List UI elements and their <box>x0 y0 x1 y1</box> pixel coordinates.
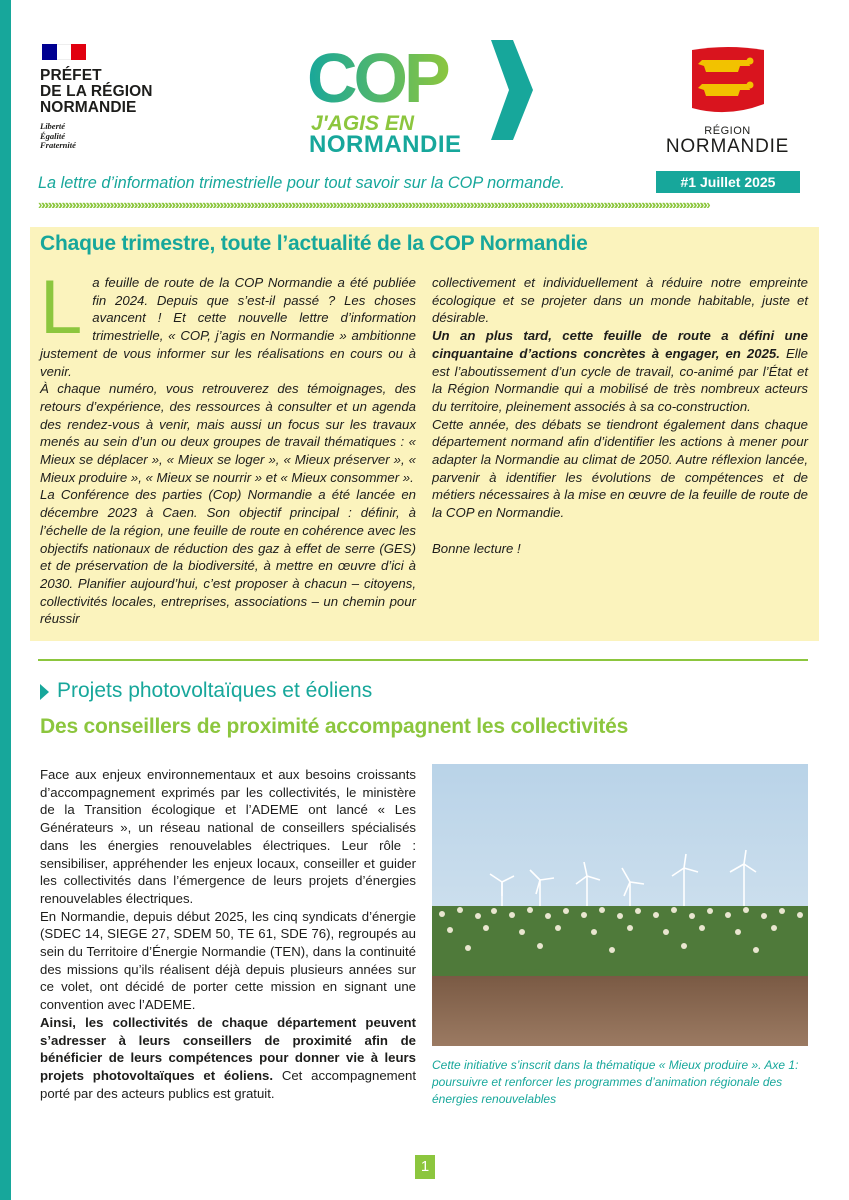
cop-line1: J'AGIS EN <box>311 112 415 135</box>
triangle-bullet-icon <box>40 684 49 700</box>
edito-highlight: Un an plus tard, cette feuille de route a défini une cinquantaine d’actions concrètes à engager, en 2025. <box>432 328 808 361</box>
edito-paragraph-continued: collectivement et individuellement à réduire notre empreinte écologique et se projeter dans un monde habitable, juste et désirable. <box>432 275 808 326</box>
republic-motto: Liberté Égalité Fraternité <box>40 121 76 150</box>
edito-paragraph: a feuille de route de la COP Normandie a été publiée fin 2024. Depuis que s’est-il passé ? Les choses avancent ! Et cette nouvelle lettre d’information trimestrielle, « COP, j’agis en Normandie » ambitionne justement de vous informer sur les réalisations en cours ou à venir. <box>40 275 416 379</box>
article-highlight: Ainsi, les collectivités de chaque département peuvent s’adresser à leurs conseillers de proximité afin de bénéficier de leurs compétences pour donner vie à leurs projets photovoltaïques et éoliens. <box>40 1014 416 1083</box>
section-divider <box>38 659 808 661</box>
article-body <box>40 766 416 1102</box>
edito-paragraph: La Conférence des parties (Cop) Normandie a été lancée en décembre 2023 à Caen. Son objectif principal : définir, à l’échelle de la région, une feuille de route en cohérence avec les objectifs nationaux de réduction des gaz à effet de serre (GES) et de préservation de la biodiversité, à mettre en œuvre d’ici à 2030. Planifier aujourd’hui, c’est proposer à chacun – citoyens, collectivités locales, entreprises, associations – un chemin pour réussir <box>40 487 416 627</box>
cop-line2: NORMANDIE <box>309 131 462 158</box>
edito-closing: Bonne lecture ! <box>432 540 521 556</box>
chevron-divider: »»»»»»»»»»»»»»»»»»»»»»»»»»»»»»»»»»»»»»»»»»»»»»»»»»»»»»»»»»»»»»»»»»»»»»»»»»»»»»»»»»»»»»»»»»»»»»»»»»»»»»»»»»»»»»»»»»»»»»»»»»»»»»»»»»»»»»»»»»»»»»»»»»»»»»»»»»»»»»»»»»»»»»»»»»»»»»»»»»»»»»»»»»»»»»»»»»» <box>38 198 707 212</box>
french-flag-icon <box>42 44 86 60</box>
region-small-label: RÉGION <box>704 125 751 137</box>
drop-cap: L <box>40 265 83 350</box>
cop-word: COP <box>307 39 447 117</box>
edito-paragraph: À chaque numéro, vous retrouverez des témoignages, des retours d’expérience, des ressources à consulter et un agenda des rendez-vous à venir, mais aussi un focus sur les travaux menés au sein d’un ou deux groupes de travail thématiques : « Mieux se déplacer », « Mieux se loger », « Mieux préserver », « Mieux produire », « Mieux se nourrir » et « Mieux consommer ». <box>40 381 416 485</box>
region-normandie-logo <box>660 46 795 156</box>
chevron-arrow-icon <box>491 40 533 140</box>
edito-column-left <box>40 265 416 628</box>
edito-title: Chaque trimestre, toute l’actualité de la COP Normandie <box>40 232 588 255</box>
article-paragraph: En Normandie, depuis début 2025, les cinq syndicats d’énergie (SDEC 14, SIEGE 27, SDEM 50, TE 61, SDE 76), regroupés au sein du Territoire d’Énergie Normandie (TEN), dans la continuité des missions qu’ils réalisent déjà depuis plusieurs années sur ce volet, ont décidé de porter cette mission en signant une convention avec l’ADEME. <box>40 908 416 1013</box>
issue-badge: #1 Juillet 2025 <box>656 171 800 193</box>
article-kicker: Projets photovoltaïques et éoliens <box>57 679 373 702</box>
wind-turbines-photo <box>432 764 808 1046</box>
region-big-label: NORMANDIE <box>665 136 790 157</box>
photo-caption: Cette initiative s’inscrit dans la thématique « Mieux produire ». Axe 1: poursuivre et renforcer les programmes d’animation régionale des énergies renouvelables <box>432 1058 799 1106</box>
article-paragraph: Ainsi, les collectivités de chaque département peuvent s’adresser à leurs conseillers de proximité afin de bénéficier de leurs compétences pour donner vie à leurs projets photovoltaïques et éoliens. Cet accompagnement porté par des acteurs publics est gratuit. <box>40 1014 416 1101</box>
prefet-logo <box>40 44 180 151</box>
article-paragraph: Face aux enjeux environnementaux et aux besoins croissants d’accompagnement exprimés par les collectivités, le ministère de la Transition écologique et l’ADEME ont lancé « Les Générateurs », un réseau national de conseillers spécialisés dans les énergies renouvelables électriques. Leur rôle : sensibiliser, appréhender les enjeux locaux, conseiller et guider les collectivités dans l’émergence de leurs projets d’énergies renouvelables électriques. <box>40 767 416 906</box>
page-number: 1 <box>415 1155 435 1179</box>
region-flag-icon <box>688 46 768 116</box>
edito-column-right <box>432 274 808 557</box>
article-title: Des conseillers de proximité accompagnent les collectivités <box>40 715 629 738</box>
left-accent-bar <box>0 0 11 1200</box>
edito-paragraph: Un an plus tard, cette feuille de route a défini une cinquantaine d’actions concrètes à engager, en 2025. Elle est l’aboutissement d’un cycle de travail, co-animé par l’État et la Région Normandie qui a mobilisé de très nombreux acteurs du territoire, pleinement associés à sa co-construction. <box>432 328 808 414</box>
edito-paragraph: Cette année, des débats se tiendront également dans chaque département normand afin d’identifier les actions à mener pour adapter la Normandie au climat de 2050. Autre réflexion lancée, parvenir à identifier les évolutions de compétences et de métiers nécessaires à la mise en œuvre de la feuille de route de la COP en Normandie. <box>432 416 808 521</box>
spacer <box>432 522 808 540</box>
cop-jagis-logo <box>305 38 545 158</box>
newsletter-tagline: La lettre d’information trimestrielle pour tout savoir sur la COP normande. <box>38 174 565 192</box>
prefet-title: PRÉFET DE LA RÉGION NORMANDIE <box>40 67 153 116</box>
